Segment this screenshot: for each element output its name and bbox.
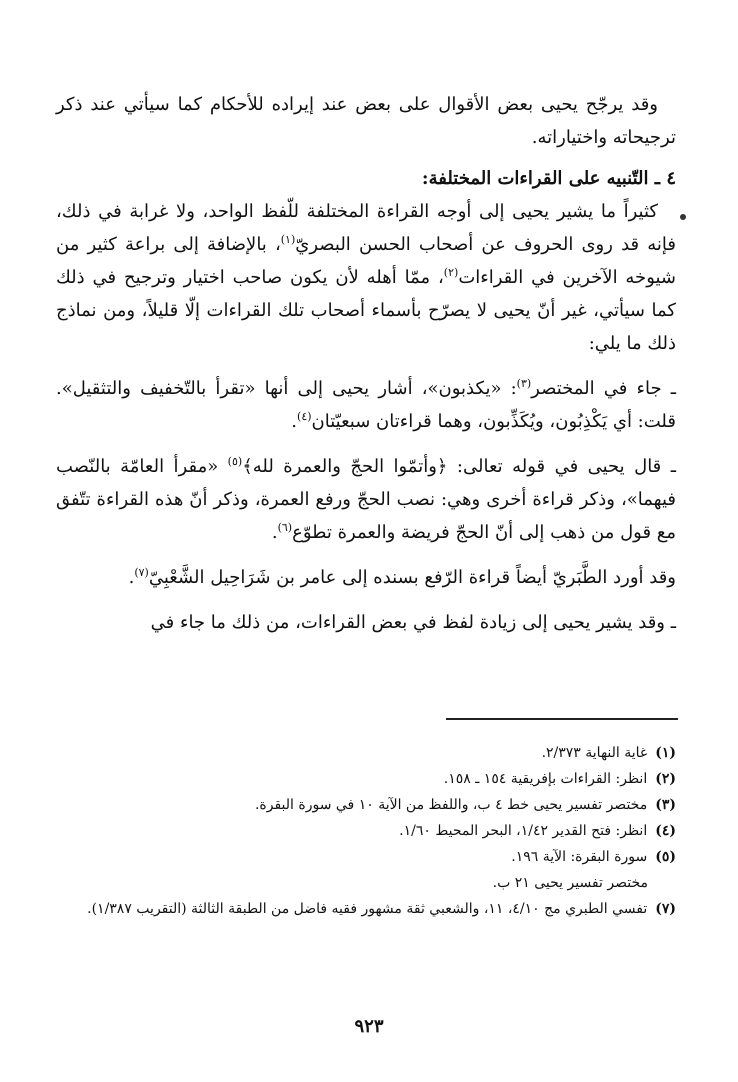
paragraph-4-part-c: . (271, 522, 278, 543)
paragraph-5-part-b: . (128, 567, 135, 588)
footnote-number: (٧) (655, 901, 676, 917)
footnote-number: (٤) (655, 823, 676, 839)
paragraph-2-part-b: ، بالإضافة إلى براعة كثير من شيوخه الآخرين في القراءات (56, 234, 677, 288)
paragraph-2-part-c: ، ممّا أهله لأن يكون صاحب اختيار وترجيح في ذلك كما سيأتي، غير أنّ يحيى لا يصرّح بأسماء أصحاب تلك القراءات إلّا قليلاً، ومن نماذج ذلك ما يلي: (56, 267, 676, 354)
paragraph-2 (56, 195, 676, 360)
paragraph-3-part-b: : «يكذبون»، أشار يحيى إلى أنها «تقرأ بالتّخفيف والتثقيل». قلت: أي يَكْذِبُون، ويُكَذِّبون، وهما قراءتان سبعيّتان (56, 378, 676, 432)
footnote-6 (56, 870, 676, 896)
footnote-ref-3[interactable]: (٣) (516, 377, 532, 390)
footnote-ref-7[interactable]: (٧) (134, 566, 149, 579)
paragraph-2-part-a: كثيراً ما يشير يحيى إلى أوجه القراءة المختلفة للّفظ الواحد، ولا غرابة في ذلك، فإنه قد روى الحروف عن أصحاب الحسن البصريّ (56, 201, 676, 255)
footnote-text: انظر: القراءات بإفريقية ١٥٤ ـ ١٥٨. (443, 771, 648, 787)
footnote-number: (٢) (655, 771, 676, 787)
footnote-ref-5[interactable]: (٥) (227, 455, 243, 468)
footnote-text: انظر: فتح القدير ١/٤٢، البحر المحيط ١/٦٠. (399, 823, 648, 839)
paragraph-1: وقد يرجّح يحيى بعض الأقوال على بعض عند إيراده للأحكام كما سيأتي عند ذكر ترجيحاته واختياراته. (56, 94, 676, 148)
footnote-1 (56, 740, 676, 766)
footnote-7 (56, 896, 676, 922)
footnote-text: مختصر تفسير يحيى خط ٤ ب، واللفظ من الآية ١٠ في سورة البقرة. (254, 797, 648, 813)
paragraph-3 (56, 372, 676, 438)
paragraph-5 (56, 561, 676, 594)
paragraph-6: ـ وقد يشير يحيى إلى زيادة لفظ في بعض القراءات، من ذلك ما جاء في (150, 612, 676, 633)
footnote-4 (56, 818, 676, 844)
footnotes (56, 740, 676, 922)
paragraph-3-part-a: ـ جاء في المختصر (531, 378, 676, 399)
page-number: ٩٢٣ (354, 1016, 384, 1037)
footnote-text: تفسي الطبري مج ٤/١٠، ١١، والشعبي ثقة مشهور فقيه فاضل من الطبقة الثالثة (التقريب ١/٣٨٧). (87, 901, 648, 917)
footnote-ref-1[interactable]: (١) (280, 233, 296, 246)
margin-dot (680, 214, 686, 220)
footnote-ref-4[interactable]: (٤) (297, 410, 312, 423)
footnote-text: سورة البقرة: الآية ١٩٦. (511, 849, 648, 865)
paragraph-5-part-a: وقد أورد الطَّبَريّ أيضاً قراءة الرّفع بسنده إلى عامر بن شَرَاحِيل الشَّعْبِيّ (148, 567, 676, 588)
footnote-3 (56, 792, 676, 818)
footnote-text: مختصر تفسير يحيى ٢١ ب. (492, 875, 648, 891)
paragraph-4-part-a: ـ قال يحيى في قوله تعالى: ﴿وأتمّوا الحجّ والعمرة لله﴾ (242, 456, 677, 477)
footnote-number: (١) (655, 745, 676, 761)
paragraph-4 (56, 450, 676, 549)
main-text (56, 88, 676, 639)
footnote-number: (٣) (655, 797, 676, 813)
footnote-ref-2[interactable]: (٢) (443, 266, 459, 279)
paragraph-4-part-b: «مقرأ العامّة بالنّصب فيهما»، وذكر قراءة أخرى وهي: نصب الحجّ ورفع العمرة، وذكر أنّ هذه القراءة تتّفق مع قول من ذهب إلى أنّ الحجّ فريضة والعمرة تطوّع (56, 456, 676, 543)
footnote-5 (56, 844, 676, 870)
footnote-2 (56, 766, 676, 792)
section-heading: ٤ ـ التّنبيه على القراءات المختلفة: (421, 168, 676, 189)
footnote-text: غاية النهاية ٢/٣٧٣. (541, 745, 648, 761)
footnote-separator (446, 718, 678, 720)
paragraph-3-part-c: . (291, 411, 298, 432)
footnote-ref-6[interactable]: (٦) (277, 521, 293, 534)
footnote-number: (٥) (655, 849, 676, 865)
